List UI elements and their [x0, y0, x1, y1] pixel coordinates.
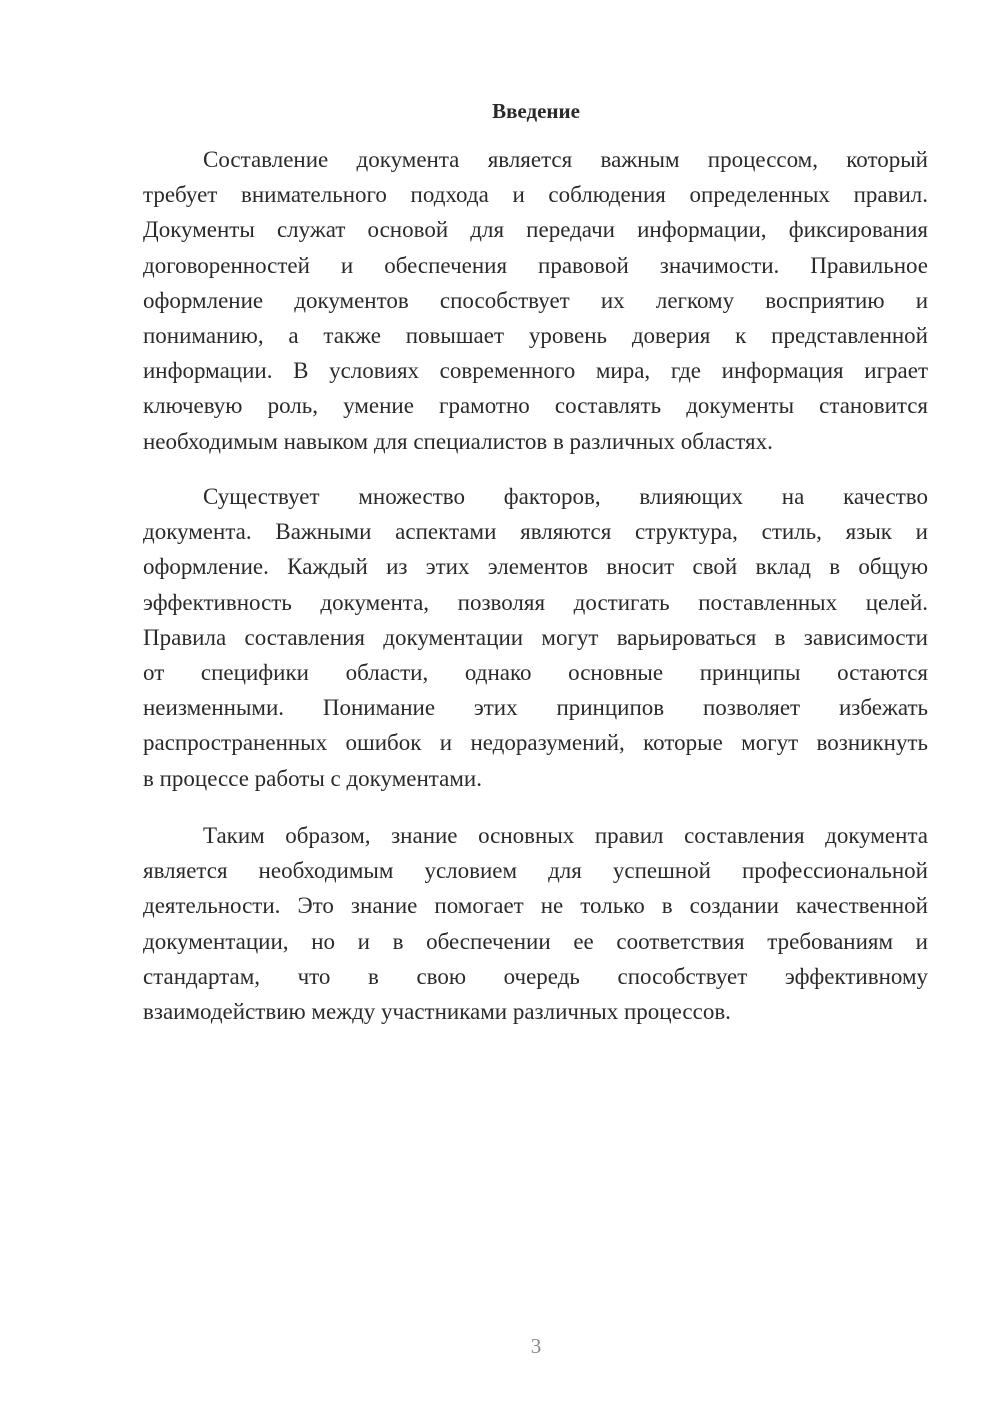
text-line: Таким образом, знание основных правил составления документа: [203, 823, 928, 848]
text-line: оформление. Каждый из этих элементов вносит свой вклад в общую: [143, 554, 928, 580]
page-number: 3: [530, 1334, 542, 1358]
text-line: является необходимым условием для успешной профессиональной: [143, 858, 928, 884]
text-line: неизменными. Понимание этих принципов позволяет избежать: [143, 695, 928, 721]
text-line: в процессе работы с документами.: [143, 765, 482, 791]
text-line: ключевую роль, умение грамотно составлять документы становится: [143, 393, 928, 419]
text-line: требует внимательного подхода и соблюдения определенных правил.: [143, 182, 928, 208]
text-line: эффективность документа, позволяя достигать поставленных целей.: [143, 589, 928, 615]
text-line: стандартам, что в свою очередь способствует эффективному: [143, 963, 928, 989]
text-line: документации, но и в обеспечении ее соответствия требованиям и: [143, 928, 928, 954]
text-line: Составление документа является важным процессом, который: [203, 147, 928, 172]
text-line: оформление документов способствует их легкому восприятию и: [143, 287, 928, 313]
text-line: информации. В условиях современного мира, где информация играет: [143, 358, 928, 384]
section-title: Введение: [492, 99, 580, 123]
text-line: Правила составления документации могут варьироваться в зависимости: [143, 624, 928, 650]
text-line: Существует множество факторов, влияющих на качество: [203, 484, 928, 509]
paragraph: [143, 818, 928, 1029]
text-line: от специфики области, однако основные принципы остаются: [143, 659, 928, 685]
text-line: договоренностей и обеспечения правовой значимости. Правильное: [143, 252, 928, 278]
paragraph: [143, 479, 928, 796]
text-line: деятельности. Это знание помогает не только в создании качественной: [143, 893, 928, 919]
text-line: необходимым навыком для специалистов в различных областях.: [143, 428, 773, 454]
paragraph: [143, 142, 928, 459]
text-line: взаимодействию между участниками различных процессов.: [143, 998, 731, 1024]
text-line: пониманию, а также повышает уровень доверия к представленной: [143, 322, 928, 348]
text-line: распространенных ошибок и недоразумений, которые могут возникнуть: [143, 730, 928, 756]
text-line: документа. Важными аспектами являются структура, стиль, язык и: [143, 519, 928, 545]
text-line: Документы служат основой для передачи информации, фиксирования: [143, 217, 928, 243]
